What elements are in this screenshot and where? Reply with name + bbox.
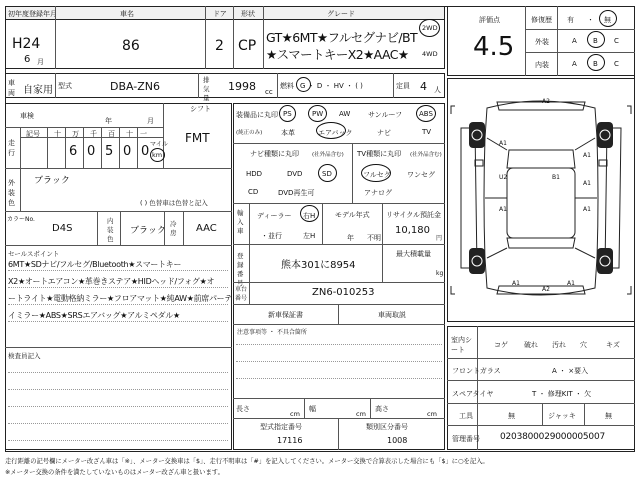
rule — [236, 361, 442, 362]
model-year-unit: 年 — [347, 234, 354, 242]
navi-dvd-play: DVD再生可 — [278, 189, 315, 197]
displacement-label: 排 気 量 — [203, 76, 210, 102]
seat-item: キズ — [606, 341, 620, 349]
divider — [233, 418, 445, 419]
mileage-digit: 0 — [123, 144, 132, 159]
mark-a1-right-front: A1 — [583, 152, 591, 159]
divider — [542, 403, 543, 425]
divider — [525, 52, 635, 53]
seat-item: コゲ — [494, 341, 508, 349]
rule — [8, 304, 228, 305]
type-designation-label: 型式指定番号 — [260, 423, 302, 431]
width-label: 幅 — [309, 405, 316, 413]
rule — [8, 287, 228, 288]
fuel-label: 燃料 — [280, 82, 294, 90]
divider — [249, 203, 250, 244]
equip-sunroof: サンルーフ — [368, 111, 403, 119]
length-unit: cm — [290, 410, 300, 418]
width-unit: cm — [356, 410, 366, 418]
navi-cd: CD — [248, 188, 259, 196]
divider — [120, 211, 121, 245]
mark-a1-rear-right: A1 — [567, 280, 575, 287]
displacement: 1998 — [228, 80, 256, 93]
divider — [382, 203, 383, 244]
spare-tire-value: T ・ 修理KIT ・ 欠 — [532, 390, 592, 398]
color-no: D4S — [52, 223, 73, 234]
recycle-unit: 円 — [436, 235, 443, 242]
capacity: 4 — [420, 80, 427, 93]
color-no-label: カラーNo. — [7, 216, 35, 223]
divider — [5, 127, 163, 128]
car-name-value: 86 — [122, 38, 140, 54]
divider — [584, 403, 585, 425]
recycle-value: 10,180 — [395, 225, 430, 236]
mark-a1-left-front: A1 — [499, 140, 507, 147]
import-right: 右H — [303, 212, 316, 220]
max-load-unit: kg — [436, 270, 444, 277]
mark-a1-right-rear: A1 — [583, 206, 591, 213]
equip-airbag: エアバック — [318, 129, 353, 137]
mark-a1-right: A1 — [583, 180, 591, 187]
rule — [8, 440, 228, 441]
mileage-digit: 0 — [141, 144, 150, 159]
interior-a: A — [572, 60, 577, 68]
equip-leather: 本革 — [281, 129, 295, 137]
divider — [447, 425, 635, 426]
tools-value: 無 — [508, 412, 515, 420]
exterior-b: B — [593, 37, 598, 45]
person-unit: 人 — [434, 86, 441, 94]
unit-km: km — [152, 151, 163, 159]
divider — [382, 244, 383, 282]
equip-tv: TV — [422, 128, 432, 136]
rule — [236, 344, 442, 345]
front-glass-label: フロントガラス — [452, 367, 501, 375]
warranty-label: 新車保証書 — [268, 311, 303, 319]
front-glass-value: A ・ ×要入 — [552, 367, 589, 375]
divider — [263, 6, 264, 69]
mileage-digit: 5 — [105, 144, 114, 159]
chassis-label: 車台 番号 — [235, 286, 248, 302]
divider — [477, 326, 478, 450]
unit-head-1: 十 — [54, 130, 61, 138]
divider — [338, 418, 339, 450]
capacity-label: 定員 — [396, 82, 410, 90]
divider — [447, 358, 635, 359]
type-designation-value: 17116 — [277, 436, 303, 445]
inspection-month: 月 — [147, 117, 154, 125]
equip-navi: ナビ — [377, 129, 391, 137]
navi-sd: SD — [322, 170, 332, 178]
divider — [198, 73, 199, 98]
ac-value: AAC — [196, 223, 217, 234]
rule — [8, 270, 228, 271]
divider — [447, 403, 635, 404]
divider — [65, 127, 66, 168]
sales-points-label: セールスポイント — [8, 250, 60, 258]
divider — [5, 245, 232, 246]
divider — [525, 6, 526, 76]
interior-label: 内装 — [535, 61, 549, 69]
divider — [47, 127, 48, 168]
rule — [8, 372, 228, 373]
body-shape-value: CP — [238, 38, 257, 54]
inspector-notes-label: 検査員記入 — [8, 352, 41, 360]
category-label: 類別区分番号 — [366, 423, 408, 431]
divider — [233, 203, 445, 204]
use-label: 自家用 — [23, 85, 53, 96]
repair-dot: ・ — [587, 16, 594, 24]
model-code: DBA-ZN6 — [110, 80, 161, 93]
footer-line1: 走行距離の記号欄にメーター改ざん車は「※」、メーター交換車は「$」、走行不明車は「#」を記入してください。メーター交換で合算表示した場合にも「$」に○を記入。 — [5, 458, 489, 465]
import-dealer: ディーラー — [257, 212, 292, 220]
divider — [164, 211, 165, 245]
divider — [304, 398, 305, 418]
mark-b1-center: B1 — [552, 174, 560, 181]
footer-line2: ※メーター交換の条件を満たしていないものはメーター改ざん車と扱います。 — [5, 469, 224, 476]
divider — [322, 203, 323, 244]
mark-a2-front: A2 — [542, 98, 550, 105]
mileage-digit: 6 — [69, 144, 78, 159]
unit-head-6: 一 — [140, 130, 147, 138]
navi-sub: (社外品含む) — [312, 152, 344, 158]
divider — [233, 143, 445, 144]
sales-line: X2★オートエアコン★革巻きステア★HIDヘッド/フォグ★オ — [8, 277, 215, 286]
tv-analog: アナログ — [364, 189, 392, 197]
navi-dvd: DVD — [287, 170, 303, 178]
rule — [8, 423, 228, 424]
first-reg-label: 初年度登録年月 — [8, 10, 57, 18]
interior-c: C — [614, 60, 619, 68]
car-damage-diagram — [447, 78, 635, 322]
mileage-label: 走 行 — [8, 139, 15, 157]
recycle-label: リサイクル預託金 — [386, 211, 442, 219]
exterior-color-label: 外 装 色 — [8, 179, 15, 207]
sales-line: 6MT★SDナビ/フルセグ/Bluetooth★スマートキー — [8, 260, 182, 269]
exterior-color-value: ブラック — [34, 176, 70, 186]
unit-head-0: 記号 — [26, 130, 40, 138]
mark-a1-left-rear: A1 — [499, 206, 507, 213]
jack-value: 無 — [605, 412, 612, 420]
divider — [5, 347, 232, 348]
max-load-label: 最大積載量 — [396, 250, 431, 258]
tv-label: TV種類に丸印 — [357, 150, 402, 158]
equip-abs: ABS — [419, 110, 433, 118]
unit-head-5: 十 — [126, 130, 133, 138]
chassis-value: ZN6-010253 — [312, 287, 375, 298]
height-label: 高さ — [375, 405, 389, 413]
tools-label: 工具 — [459, 412, 473, 420]
divider — [97, 211, 98, 245]
equipment-label: 装備品に丸印 — [236, 111, 278, 119]
tv-oneseg: ワンセグ — [407, 171, 435, 179]
sales-line: イミラー★ABS★SRSエアバッグ★アルミペダル★ — [8, 311, 180, 320]
interior-color: ブラック — [130, 226, 166, 236]
vehicle-label: 車 両 — [8, 79, 15, 97]
equip-pw: PW — [312, 110, 324, 118]
exterior-label: 外装 — [535, 38, 549, 46]
tv-fullseg: フルセグ — [363, 171, 391, 179]
navi-label: ナビ種類に丸印 — [250, 150, 299, 158]
divider — [20, 168, 21, 211]
ac-label: 冷 房 — [170, 220, 177, 237]
first-reg-month: 6 — [24, 54, 31, 65]
cc-unit: cc — [265, 88, 273, 96]
shift-value: FMT — [185, 131, 210, 145]
grade-line1: GT★6MT★フルセグナビ/BT — [266, 30, 417, 45]
import-left: 左H — [303, 232, 316, 240]
exterior-a: A — [572, 37, 577, 45]
repair-yes: 有 — [567, 16, 574, 24]
fuel-options: G ・ D ・ HV ・ ( ) — [300, 82, 363, 90]
model-year-label: モデル年式 — [335, 211, 370, 219]
divider — [233, 244, 445, 245]
category-value: 1008 — [387, 436, 408, 445]
divider — [20, 127, 21, 168]
seat-item: 穴 — [580, 341, 587, 349]
exterior-c: C — [614, 37, 619, 45]
rule — [8, 389, 228, 390]
type-label: 型式 — [58, 82, 72, 90]
spare-tire-label: スペアタイヤ — [452, 390, 494, 398]
divider — [55, 73, 56, 98]
mark-u2-left: U2 — [499, 174, 508, 181]
divider — [183, 211, 184, 245]
divider — [277, 73, 278, 98]
body-shape-label: 形状 — [241, 10, 255, 18]
divider — [55, 6, 56, 69]
divider — [249, 282, 250, 304]
score-label: 評価点 — [479, 16, 500, 24]
mark-a1-rear-left: A1 — [512, 280, 520, 287]
interior-seat-label: 室内シート — [451, 336, 472, 354]
shift-label: シフト — [190, 105, 211, 113]
divider — [101, 127, 102, 168]
import-label: 輸 入 車 — [237, 209, 244, 235]
jack-label: ジャッキ — [548, 412, 576, 420]
registration-value: 熊本301に8954 — [281, 260, 356, 271]
repair-label: 修復歴 — [531, 16, 552, 24]
unit-head-3: 千 — [90, 130, 97, 138]
divider — [352, 143, 353, 203]
divider — [370, 398, 371, 418]
divider — [393, 73, 394, 98]
divider — [5, 211, 232, 212]
repair-no: 無 — [604, 16, 611, 24]
manual-label: 車両取説 — [378, 311, 406, 319]
seat-item: 汚れ — [552, 341, 566, 349]
divider — [233, 304, 445, 305]
management-label: 管理番号 — [452, 435, 480, 443]
divider — [249, 244, 250, 282]
divider — [119, 127, 120, 168]
model-year-unknown: 不明 — [367, 234, 381, 242]
divider — [233, 398, 445, 399]
inspection-year: 年 — [105, 117, 112, 125]
rule — [8, 406, 228, 407]
first-reg-era: H24 — [12, 36, 41, 52]
unit-mile: マイル — [150, 141, 168, 148]
doors-label: ドア — [213, 10, 227, 18]
score-value: 4.5 — [473, 32, 515, 62]
divider — [5, 168, 232, 169]
equip-ps: PS — [283, 110, 292, 118]
unit-head-4: 百 — [108, 130, 115, 138]
divider — [447, 380, 635, 381]
divider — [233, 282, 445, 283]
doors-value: 2 — [215, 38, 224, 54]
registration-label: 登 録 番 号 — [237, 252, 244, 287]
grade-label: グレード — [327, 10, 355, 18]
month-unit: 月 — [37, 58, 44, 66]
rule — [236, 378, 442, 379]
navi-hdd: HDD — [246, 170, 263, 178]
car-name-label: 車名 — [120, 10, 134, 18]
divider — [233, 6, 234, 69]
divider — [137, 127, 138, 168]
divider — [233, 324, 445, 325]
mark-a2-rear: A2 — [542, 286, 550, 293]
divider — [83, 127, 84, 168]
mileage-digit: 0 — [87, 144, 96, 159]
unit-head-2: 万 — [72, 130, 79, 138]
inspection-label: 車検 — [20, 112, 34, 120]
drive-2wd: 2WD — [422, 24, 438, 32]
length-label: 長さ — [236, 405, 250, 413]
grade-line2: ★スマートキーX2★AAC★ — [266, 47, 409, 62]
divider — [338, 304, 339, 324]
tv-sub: (社外品含む) — [410, 152, 442, 158]
import-parallel: ・並行 — [261, 232, 282, 240]
height-unit: cm — [427, 410, 437, 418]
interior-b: B — [593, 60, 598, 68]
seat-item: 破れ — [524, 341, 538, 349]
sales-line: ートライト★電動格納ミラー★フロアマット★純AW★前席パーテ — [8, 294, 233, 303]
exterior-color-note: ( ) 色替車は色替と記入 — [140, 199, 208, 207]
divider — [205, 6, 206, 69]
drive-4wd: 4WD — [422, 50, 438, 58]
divider — [557, 6, 558, 76]
management-value: 0203800029000005007 — [500, 432, 605, 442]
equipment-sub: (純正のみ) — [236, 130, 263, 136]
notes-label: 注意事項等 ・ 不具合箇所 — [237, 329, 307, 336]
divider — [525, 29, 635, 30]
rule — [8, 321, 228, 322]
equip-aw: AW — [339, 110, 351, 118]
interior-color-label: 内 装 色 — [107, 217, 114, 243]
